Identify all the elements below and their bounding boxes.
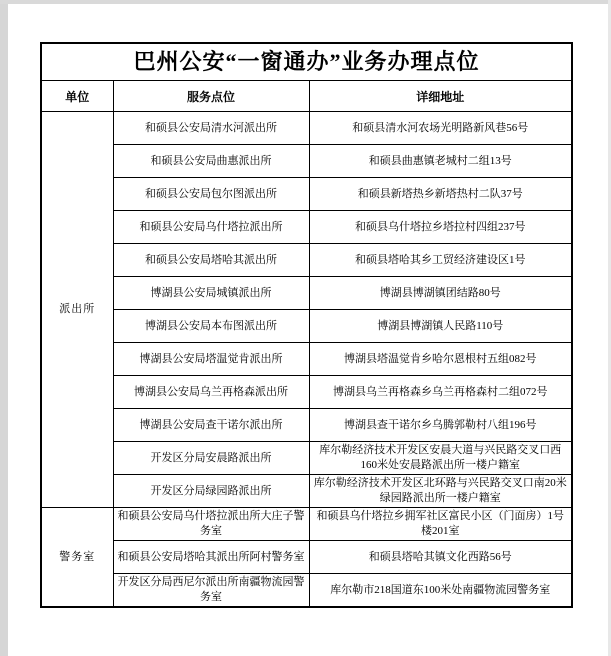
address-cell: 库尔勒经济技术开发区安晨大道与兴民路交叉口西160米处安晨路派出所一楼户籍室 (309, 442, 572, 475)
address-cell: 和硕县曲惠镇老城村二组13号 (309, 145, 572, 178)
service-point-cell: 和硕县公安局曲惠派出所 (113, 145, 309, 178)
table-row (41, 343, 572, 376)
page-edge-left (0, 0, 8, 656)
service-point-cell: 和硕县公安局塔哈其派出所阿村警务室 (113, 541, 309, 574)
address-cell: 和硕县清水河农场光明路新风巷56号 (309, 112, 572, 145)
service-point-cell: 和硕县公安局清水河派出所 (113, 112, 309, 145)
address-cell: 和硕县新塔热乡新塔热村二队37号 (309, 178, 572, 211)
table-row (41, 508, 572, 541)
service-point-cell: 和硕县公安局乌什塔拉派出所大庄子警务室 (113, 508, 309, 541)
group-cell-paichusuo: 派出所 (41, 112, 113, 508)
column-header-address: 详细地址 (309, 81, 572, 112)
service-points-table (40, 42, 573, 608)
table-row (41, 574, 572, 608)
title-row (41, 43, 572, 81)
table-row (41, 442, 572, 475)
table-row (41, 409, 572, 442)
group-cell-jingwushi: 警务室 (41, 508, 113, 608)
table-row (41, 277, 572, 310)
address-cell: 博湖县博湖镇团结路80号 (309, 277, 572, 310)
address-cell: 博湖县查干诺尔乡乌腾郭勒村八组196号 (309, 409, 572, 442)
service-point-cell: 博湖县公安局查干诺尔派出所 (113, 409, 309, 442)
header-row (41, 81, 572, 112)
service-point-cell: 和硕县公安局塔哈其派出所 (113, 244, 309, 277)
service-point-cell: 和硕县公安局包尔图派出所 (113, 178, 309, 211)
column-header-unit: 单位 (41, 81, 113, 112)
address-cell: 库尔勒市218国道东100米处南疆物流园警务室 (309, 574, 572, 608)
address-cell: 博湖县塔温觉肯乡哈尔恩根村五组082号 (309, 343, 572, 376)
table-row (41, 112, 572, 145)
address-cell: 和硕县塔哈其乡工贸经济建设区1号 (309, 244, 572, 277)
table-row (41, 310, 572, 343)
table-row (41, 244, 572, 277)
address-cell: 和硕县乌什塔拉乡塔拉村四组237号 (309, 211, 572, 244)
service-point-cell: 博湖县公安局本布图派出所 (113, 310, 309, 343)
page-edge-top (0, 0, 611, 4)
service-point-cell: 博湖县公安局城镇派出所 (113, 277, 309, 310)
address-cell: 博湖县博湖镇人民路110号 (309, 310, 572, 343)
address-cell: 库尔勒经济技术开发区北环路与兴民路交叉口南20米绿园路派出所一楼户籍室 (309, 475, 572, 508)
page-title: 巴州公安“一窗通办”业务办理点位 (41, 43, 572, 81)
service-point-cell: 开发区分局西尼尔派出所南疆物流园警务室 (113, 574, 309, 608)
service-point-cell: 开发区分局安晨路派出所 (113, 442, 309, 475)
address-cell: 和硕县塔哈其镇文化西路56号 (309, 541, 572, 574)
table-row (41, 541, 572, 574)
address-cell: 博湖县乌兰再格森乡乌兰再格森村二组072号 (309, 376, 572, 409)
service-point-cell: 和硕县公安局乌什塔拉派出所 (113, 211, 309, 244)
service-point-cell: 博湖县公安局塔温觉肯派出所 (113, 343, 309, 376)
table-row (41, 145, 572, 178)
table-row (41, 475, 572, 508)
table-row (41, 178, 572, 211)
address-cell: 和硕县乌什塔拉乡拥军社区富民小区（门面房）1号楼201室 (309, 508, 572, 541)
service-point-cell: 开发区分局绿园路派出所 (113, 475, 309, 508)
table-row (41, 376, 572, 409)
column-header-service-point: 服务点位 (113, 81, 309, 112)
service-point-cell: 博湖县公安局乌兰再格森派出所 (113, 376, 309, 409)
table-row (41, 211, 572, 244)
